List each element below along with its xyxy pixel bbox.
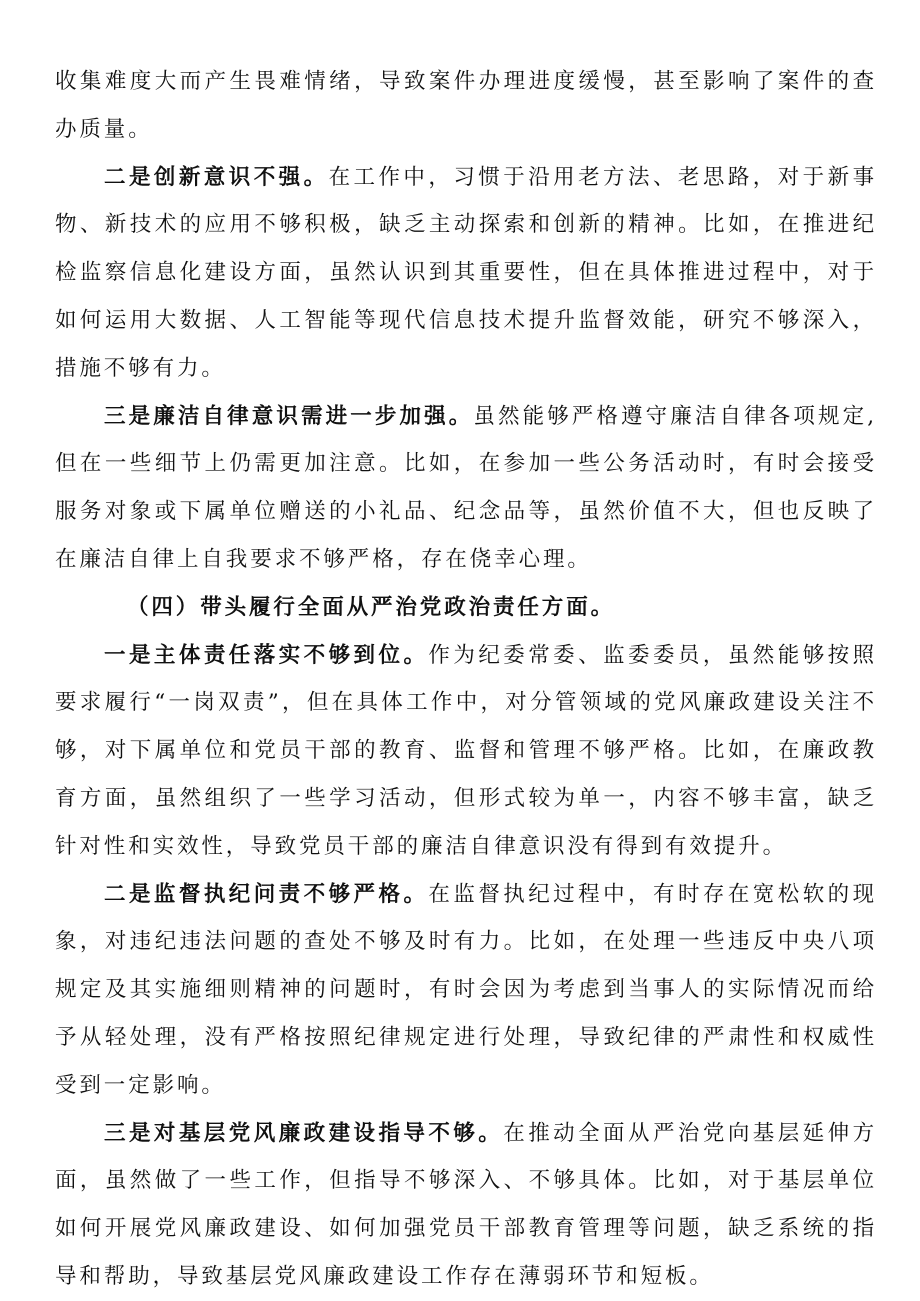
section-heading (55, 584, 877, 632)
paragraph-text: 虽然能够严格遵守廉洁自律各项规定,但在一些细节上仍需更加注意。比如，在参加一些公务活动时，有时会接受服务对象或下属单位赠送的小礼品、纪念品等，虽然价值不大，但也反映了在廉洁自律上自我要求不够严格，存在侥幸心理。 (55, 403, 877, 572)
paragraph-integrity (55, 393, 877, 584)
paragraph-text: 在推动全面从严治党向基层延伸方面，虽然做了一些工作，但指导不够深入、不够具体。比如，对于基层单位如何开展党风廉政建设、如何加强党员干部教育管理等问题，缺乏系统的指导和帮助，导致基层党风廉政建设工作存在薄弱环节和短板。 (55, 1120, 877, 1289)
paragraph-lead: 二是监督执纪问责不够严格。 (104, 881, 429, 907)
paragraph-text: 作为纪委常委、监委委员，虽然能够按照要求履行“一岗双责”，但在具体工作中，对分管领域的党风廉政建设关注不够，对下属单位和党员干部的教育、监督和管理不够严格。比如，在廉政教育方面，虽然组织了一些学习活动，但形式较为单一，内容不够丰富，缺乏针对性和实效性，导致党员干部的廉洁自律意识没有得到有效提升。 (55, 642, 878, 859)
paragraph-lead: 二是创新意识不强。 (104, 164, 329, 190)
section-heading-text: （四）带头履行全面从严治党政治责任方面。 (127, 594, 616, 620)
paragraph-innovation (55, 154, 877, 393)
paragraph-responsibility (55, 632, 877, 871)
paragraph-grassroots (55, 1110, 877, 1301)
paragraph-lead: 三是对基层党风廉政建设指导不够。 (104, 1120, 504, 1146)
paragraph-text: 收集难度大而产生畏难情绪，导致案件办理进度缓慢，甚至影响了案件的查办质量。 (55, 69, 877, 142)
paragraph-supervision (55, 871, 877, 1110)
paragraph-text: 在工作中，习惯于沿用老方法、老思路，对于新事物、新技术的应用不够积极，缺乏主动探索和创新的精神。比如，在推进纪检监察信息化建设方面，虽然认识到其重要性，但在具体推进过程中，对于如何运用大数据、人工智能等现代信息技术提升监督效能，研究不够深入，措施不够有力。 (55, 164, 877, 381)
paragraph-text: 在监督执纪过程中，有时存在宽松软的现象，对违纪违法问题的查处不够及时有力。比如，在处理一些违反中央八项规定及其实施细则精神的问题时，有时会因为考虑到当事人的实际情况而给予从轻处理，没有严格按照纪律规定进行处理，导致纪律的严肃性和权威性受到一定影响。 (55, 881, 878, 1098)
document-page (55, 58, 877, 1301)
paragraph-continuation (55, 58, 877, 154)
paragraph-lead: 一是主体责任落实不够到位。 (104, 642, 429, 668)
paragraph-lead: 三是廉洁自律意识需进一步加强。 (104, 403, 474, 429)
